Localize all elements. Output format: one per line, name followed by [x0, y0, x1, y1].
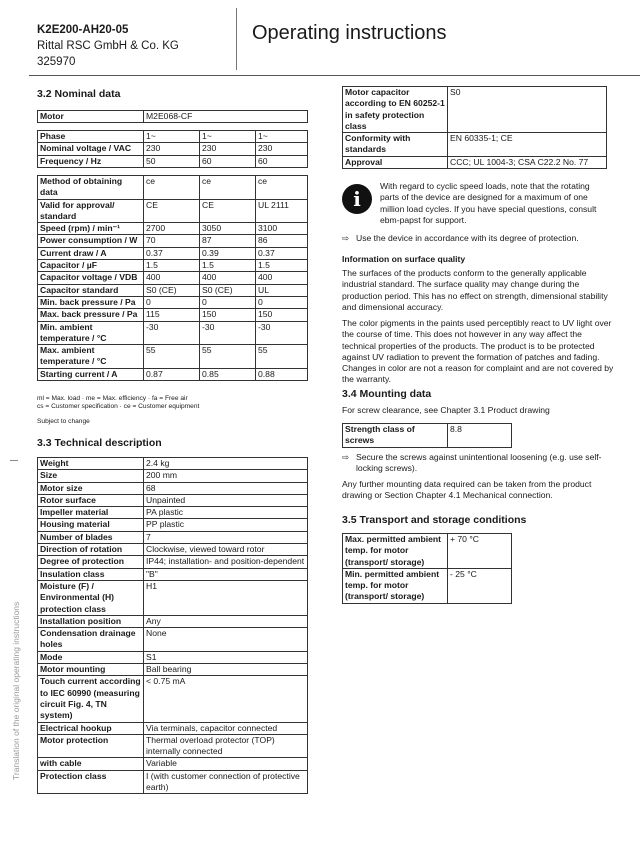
value-cell: S0 (CE) [200, 284, 256, 296]
value-cell: 1~ [256, 131, 308, 143]
value-cell: ce [256, 176, 308, 200]
row-label: Degree of protection [38, 556, 144, 568]
value-cell: -30 [256, 321, 308, 345]
value-cell: 2.4 kg [144, 458, 308, 470]
screw-clearance-text: For screw clearance, see Chapter 3.1 Product drawing [342, 405, 550, 415]
value-cell: S0 [448, 87, 607, 133]
value-cell: -30 [144, 321, 200, 345]
row-label: Valid for approval/ standard [38, 199, 144, 223]
row-label: Motor size [38, 482, 144, 494]
fold-mark [10, 460, 18, 461]
value-cell: Unpainted [144, 494, 308, 506]
value-cell: UL 2111 [256, 199, 308, 223]
value-cell: ce [144, 176, 200, 200]
row-label: Rotor surface [38, 494, 144, 506]
motor-label: Motor [38, 111, 144, 123]
row-label: Direction of rotation [38, 544, 144, 556]
value-cell: 150 [200, 309, 256, 321]
table-row [38, 758, 308, 770]
table-row [38, 615, 308, 627]
row-label: Motor protection [38, 734, 144, 758]
row-label: Touch current according to IEC 60990 (measuring circuit Fig. 4, TN system) [38, 676, 144, 722]
secure-screws-instruction [342, 452, 611, 475]
model-number: K2E200-AH20-05 [37, 24, 129, 36]
row-label: Starting current / A [38, 368, 144, 380]
table-row [38, 770, 308, 794]
value-cell: 230 [200, 143, 256, 155]
value-cell: 115 [144, 309, 200, 321]
table-row [38, 651, 308, 663]
value-cell: UL [256, 284, 308, 296]
table-row [343, 534, 512, 569]
value-cell: CE [200, 199, 256, 223]
row-label: with cable [38, 758, 144, 770]
value-cell: 1~ [144, 131, 200, 143]
value-cell: 55 [200, 345, 256, 369]
row-label: Housing material [38, 519, 144, 531]
value-cell: 7 [144, 531, 308, 543]
row-label: Frequency / Hz [38, 155, 144, 167]
conformity-table [342, 86, 607, 169]
table-row [38, 284, 308, 296]
row-label: Min. ambient temperature / °C [38, 321, 144, 345]
table-row [38, 628, 308, 652]
row-label: Electrical hookup [38, 722, 144, 734]
table-row [38, 482, 308, 494]
table-row [38, 544, 308, 556]
surface-heading: Information on surface quality [342, 254, 466, 264]
value-cell: + 70 °C [448, 534, 512, 569]
row-label: Capacitor / µF [38, 260, 144, 272]
value-cell: 0.85 [200, 368, 256, 380]
value-cell: 230 [256, 143, 308, 155]
header-divider [236, 8, 237, 70]
value-cell: 1.5 [200, 260, 256, 272]
row-label: Capacitor voltage / VDB [38, 272, 144, 284]
value-cell: 0 [256, 296, 308, 308]
table-row [38, 722, 308, 734]
row-label: Max. permitted ambient temp. for motor (transport/ storage) [343, 534, 448, 569]
value-cell: CE [144, 199, 200, 223]
table-row [38, 507, 308, 519]
value-cell: 200 mm [144, 470, 308, 482]
value-cell: 0.87 [144, 368, 200, 380]
row-label: Max. back pressure / Pa [38, 309, 144, 321]
value-cell: S1 [144, 651, 308, 663]
value-cell: 50 [144, 155, 200, 167]
table-row [38, 345, 308, 369]
table-row [38, 111, 308, 123]
value-cell: 2700 [144, 223, 200, 235]
table-row [343, 156, 607, 168]
table-row [38, 260, 308, 272]
value-cell: 400 [200, 272, 256, 284]
value-cell: < 0.75 mA [144, 676, 308, 722]
arrow-icon: ⇨ [342, 233, 350, 243]
row-label: Min. back pressure / Pa [38, 296, 144, 308]
row-label: Installation position [38, 615, 144, 627]
table-row [38, 368, 308, 380]
nominal-table-performance [37, 175, 308, 381]
value-cell: 60 [256, 155, 308, 167]
value-cell: 60 [200, 155, 256, 167]
table-row [38, 272, 308, 284]
row-label: Size [38, 470, 144, 482]
row-label: Phase [38, 131, 144, 143]
value-cell: None [144, 628, 308, 652]
row-label: Min. permitted ambient temp. for motor (transport/ storage) [343, 568, 448, 603]
value-cell: 0 [144, 296, 200, 308]
value-cell: - 25 °C [448, 568, 512, 603]
secure-screws-text: Secure the screws against unintentional loosening (e.g. use self-locking screws). [356, 452, 602, 474]
row-label: Approval [343, 156, 448, 168]
use-device-instruction [342, 233, 621, 244]
table-row [38, 556, 308, 568]
use-device-text: Use the device in accordance with its degree of protection. [356, 233, 579, 243]
surface-paragraph-2: The color pigments in the paints used perceptibly react to UV light over the course of time. This does not however in any way affect the technical properties of the products. The product is to be protected against UV radiation to prevent the formation of patches and fading. Changes in color are not a reason for complaint and are not covered by the warranty. [342, 318, 614, 385]
value-cell: 1~ [200, 131, 256, 143]
strength-label: Strength class of screws [343, 424, 448, 448]
transport-heading: 3.5 Transport and storage conditions [342, 514, 527, 526]
value-cell: "B" [144, 568, 308, 580]
document-number: 325970 [37, 56, 76, 68]
value-cell: PA plastic [144, 507, 308, 519]
row-label: Method of obtaining data [38, 176, 144, 200]
table-row [38, 296, 308, 308]
row-label: Number of blades [38, 531, 144, 543]
row-label: Current draw / A [38, 247, 144, 259]
strength-table [342, 423, 512, 448]
row-label: Protection class [38, 770, 144, 794]
value-cell: EN 60335-1; CE [448, 133, 607, 157]
mounting-heading: 3.4 Mounting data [342, 388, 432, 400]
value-cell: Clockwise, viewed toward rotor [144, 544, 308, 556]
row-label: Motor capacitor according to EN 60252-1 in safety protection class [343, 87, 448, 133]
table-row [38, 494, 308, 506]
value-cell: 70 [144, 235, 200, 247]
strength-value: 8.8 [448, 424, 512, 448]
table-row [38, 131, 308, 143]
value-cell: H1 [144, 580, 308, 615]
value-cell: S0 (CE) [144, 284, 200, 296]
value-cell: 0.37 [256, 247, 308, 259]
value-cell: 55 [256, 345, 308, 369]
table-row [38, 321, 308, 345]
table-row [343, 133, 607, 157]
row-label: Speed (rpm) / min⁻¹ [38, 223, 144, 235]
motor-table [37, 110, 308, 123]
table-row [38, 143, 308, 155]
arrow-icon: ⇨ [342, 452, 350, 462]
table-row [38, 531, 308, 543]
value-cell: 86 [256, 235, 308, 247]
row-label: Insulation class [38, 568, 144, 580]
row-label: Capacitor standard [38, 284, 144, 296]
margin-note: Translation of the original operating instructions [11, 601, 21, 780]
value-cell: PP plastic [144, 519, 308, 531]
technical-table [37, 457, 308, 794]
table-row [38, 580, 308, 615]
value-cell: 230 [144, 143, 200, 155]
value-cell: -30 [200, 321, 256, 345]
value-cell: 3100 [256, 223, 308, 235]
footnote-abbrev-2: cs = Customer specification · ce = Customer equipment [37, 403, 200, 410]
table-row [343, 568, 512, 603]
header-rule [29, 75, 640, 76]
value-cell: Variable [144, 758, 308, 770]
row-label: Nominal voltage / VAC [38, 143, 144, 155]
footnote-abbrev-1: ml = Max. load · me = Max. efficiency · fa = Free air [37, 395, 188, 402]
table-row [38, 664, 308, 676]
value-cell: 0.88 [256, 368, 308, 380]
value-cell: 0.39 [200, 247, 256, 259]
value-cell: ce [200, 176, 256, 200]
table-row [38, 247, 308, 259]
value-cell: 1.5 [144, 260, 200, 272]
value-cell: 400 [144, 272, 200, 284]
table-row [38, 734, 308, 758]
value-cell: 3050 [200, 223, 256, 235]
row-label: Conformity with standards [343, 133, 448, 157]
value-cell: 0.37 [144, 247, 200, 259]
table-row [38, 519, 308, 531]
value-cell: Thermal overload protector (TOP) internally connected [144, 734, 308, 758]
header-block [37, 22, 179, 70]
table-row [343, 424, 512, 448]
table-row [38, 470, 308, 482]
table-row [38, 176, 308, 200]
value-cell: Any [144, 615, 308, 627]
surface-paragraph-1: The surfaces of the products conform to the generally applicable industrial standard. The surface quality may change during the production period. This has no effect on strength, dimensional stability and dimensional accuracy. [342, 268, 608, 312]
table-row [38, 199, 308, 223]
further-mounting-text: Any further mounting data required can be taken from the product drawing or Section Chapter 4.1 Mechanical connection. [342, 479, 592, 501]
value-cell: Via terminals, capacitor connected [144, 722, 308, 734]
row-label: Motor mounting [38, 664, 144, 676]
row-label: Mode [38, 651, 144, 663]
technical-heading: 3.3 Technical description [37, 437, 162, 449]
row-label: Power consumption / W [38, 235, 144, 247]
row-label: Moisture (F) / Environmental (H) protection class [38, 580, 144, 615]
nominal-heading: 3.2 Nominal data [37, 88, 121, 100]
subject-to-change: Subject to change [37, 418, 90, 425]
value-cell: CCC; UL 1004-3; CSA C22.2 No. 77 [448, 156, 607, 168]
value-cell: 150 [256, 309, 308, 321]
nominal-table-electrical [37, 130, 308, 168]
value-cell: 87 [200, 235, 256, 247]
row-label: Impeller material [38, 507, 144, 519]
value-cell: I (with customer connection of protective earth) [144, 770, 308, 794]
value-cell: Ball bearing [144, 664, 308, 676]
value-cell: IP44; installation- and position-dependent [144, 556, 308, 568]
transport-table [342, 533, 512, 604]
table-row [38, 458, 308, 470]
table-row [38, 568, 308, 580]
motor-value: M2E068-CF [144, 111, 308, 123]
table-row [38, 155, 308, 167]
row-label: Max. ambient temperature / °C [38, 345, 144, 369]
load-cycles-note: With regard to cyclic speed loads, note that the rotating parts of the device are designed for a maximum of one million load cycles. If you have special questions, consult ebm-papst for support. [380, 181, 597, 225]
row-label: Weight [38, 458, 144, 470]
table-row [38, 223, 308, 235]
info-icon: i [342, 184, 372, 214]
page-title: Operating instructions [252, 22, 447, 44]
value-cell: 400 [256, 272, 308, 284]
value-cell: 55 [144, 345, 200, 369]
table-row [343, 87, 607, 133]
row-label: Condensation drainage holes [38, 628, 144, 652]
value-cell: 0 [200, 296, 256, 308]
company-name: Rittal RSC GmbH & Co. KG [37, 40, 179, 52]
value-cell: 1.5 [256, 260, 308, 272]
table-row [38, 676, 308, 722]
value-cell: 68 [144, 482, 308, 494]
table-row [38, 309, 308, 321]
table-row [38, 235, 308, 247]
